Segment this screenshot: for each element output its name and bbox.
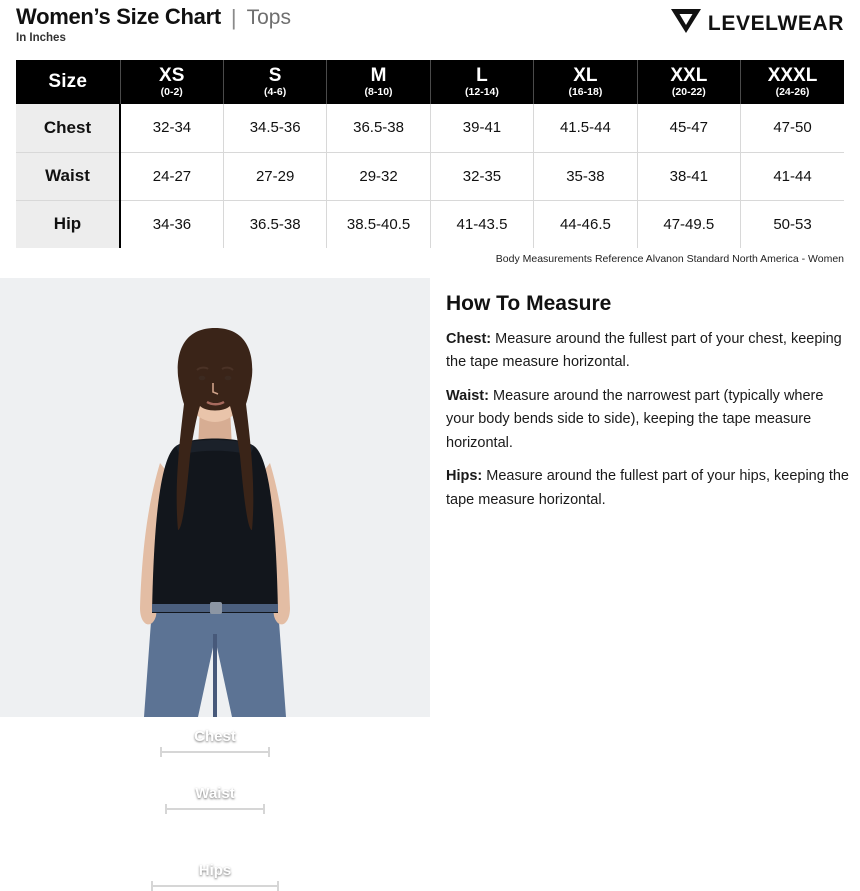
units-label: In Inches bbox=[16, 32, 66, 44]
table-row bbox=[16, 104, 844, 152]
size-code: XL bbox=[573, 64, 598, 86]
cell-chest-s: 34.5-36 bbox=[223, 104, 326, 152]
header-row bbox=[16, 60, 844, 104]
size-range: (4-6) bbox=[264, 86, 287, 99]
header-cell-s bbox=[223, 60, 326, 104]
text-chest: Measure around the fullest part of your chest, keeping the tape measure horizontal. bbox=[446, 331, 842, 371]
header-cell-l bbox=[430, 60, 533, 104]
cell-chest-xs: 32-34 bbox=[120, 104, 223, 152]
size-chart-head bbox=[16, 60, 844, 104]
measurement-reference-note: Body Measurements Reference Alvanon Standard North America - Women bbox=[495, 253, 844, 265]
term-waist: Waist: bbox=[446, 387, 489, 404]
header-cell-size: Size bbox=[16, 60, 120, 104]
cell-hip-xl: 44-46.5 bbox=[534, 200, 637, 248]
page-title-main: Women’s Size Chart bbox=[16, 4, 221, 29]
cell-waist-l: 32-35 bbox=[430, 152, 533, 200]
cell-waist-xs: 24-27 bbox=[120, 152, 223, 200]
cell-chest-l: 39-41 bbox=[430, 104, 533, 152]
header-cell-xxxl bbox=[741, 60, 844, 104]
term-hips: Hips: bbox=[446, 468, 483, 485]
size-range: (0-2) bbox=[160, 86, 183, 99]
text-hips: Measure around the fullest part of your hips, keeping the tape measure horizontal. bbox=[446, 468, 849, 508]
size-chart-table-wrap bbox=[16, 60, 844, 248]
cell-waist-m: 29-32 bbox=[327, 152, 430, 200]
cell-chest-m: 36.5-38 bbox=[327, 104, 430, 152]
how-to-measure-chest bbox=[446, 328, 852, 375]
model-illustration bbox=[0, 278, 430, 717]
waist-measure-label: Waist bbox=[195, 785, 235, 802]
size-code: S bbox=[268, 64, 282, 86]
header-cell-xxl bbox=[637, 60, 740, 104]
waist-measure-line bbox=[165, 808, 265, 810]
header-cell-xs bbox=[120, 60, 223, 104]
size-code: XS bbox=[159, 64, 185, 86]
row-label-waist: Waist bbox=[16, 152, 120, 200]
how-to-measure-waist bbox=[446, 385, 852, 455]
term-chest: Chest: bbox=[446, 331, 492, 347]
size-code: XXL bbox=[670, 64, 708, 86]
page-title-category: Tops bbox=[246, 6, 291, 29]
cell-hip-l: 41-43.5 bbox=[430, 200, 533, 248]
cell-chest-xxl: 45-47 bbox=[637, 104, 740, 152]
cell-hip-s: 36.5-38 bbox=[223, 200, 326, 248]
row-label-hip: Hip bbox=[16, 200, 120, 248]
text-waist: Measure around the narrowest part (typically where your body bends side to side), keeping the tape measure horizontal. bbox=[446, 387, 824, 451]
brand-name: LEVELWEAR bbox=[707, 11, 844, 35]
how-to-measure-panel bbox=[430, 278, 860, 717]
how-to-measure-title: How To Measure bbox=[446, 292, 612, 315]
size-range: (12-14) bbox=[465, 86, 499, 99]
row-label-chest: Chest bbox=[16, 104, 120, 152]
cell-waist-xxxl: 41-44 bbox=[741, 152, 844, 200]
page-header bbox=[0, 0, 860, 56]
header-cell-m bbox=[327, 60, 430, 104]
cell-hip-xxxl: 50-53 bbox=[741, 200, 844, 248]
cell-hip-xs: 34-36 bbox=[120, 200, 223, 248]
size-range: (16-18) bbox=[568, 86, 603, 99]
size-chart-body bbox=[16, 104, 844, 248]
how-to-measure-hips bbox=[446, 465, 852, 512]
chest-measure-label: Chest bbox=[194, 728, 236, 745]
cell-chest-xl: 41.5-44 bbox=[534, 104, 637, 152]
size-code: M bbox=[370, 64, 387, 86]
header-cell-xl bbox=[534, 60, 637, 104]
cell-waist-s: 27-29 bbox=[223, 152, 326, 200]
cell-hip-xxl: 47-49.5 bbox=[637, 200, 740, 248]
size-range: (8-10) bbox=[364, 86, 393, 99]
levelwear-chevron-icon bbox=[671, 8, 701, 39]
size-code: L bbox=[476, 64, 488, 86]
hips-measure-line bbox=[151, 885, 279, 887]
brand-logo bbox=[671, 8, 844, 39]
hips-measure-label: Hips bbox=[198, 862, 232, 879]
cell-waist-xl: 35-38 bbox=[534, 152, 637, 200]
size-code: XXXL bbox=[767, 64, 818, 86]
table-row bbox=[16, 200, 844, 248]
size-range: (24-26) bbox=[775, 86, 810, 99]
chest-measure-line bbox=[160, 751, 270, 753]
cell-waist-xxl: 38-41 bbox=[637, 152, 740, 200]
size-range: (20-22) bbox=[671, 86, 706, 99]
table-row bbox=[16, 152, 844, 200]
size-chart-table bbox=[16, 60, 844, 248]
cell-hip-m: 38.5-40.5 bbox=[327, 200, 430, 248]
page-title-separator: | bbox=[230, 5, 237, 30]
lower-section bbox=[0, 278, 860, 879]
model-photo bbox=[0, 278, 430, 879]
cell-chest-xxxl: 47-50 bbox=[741, 104, 844, 152]
